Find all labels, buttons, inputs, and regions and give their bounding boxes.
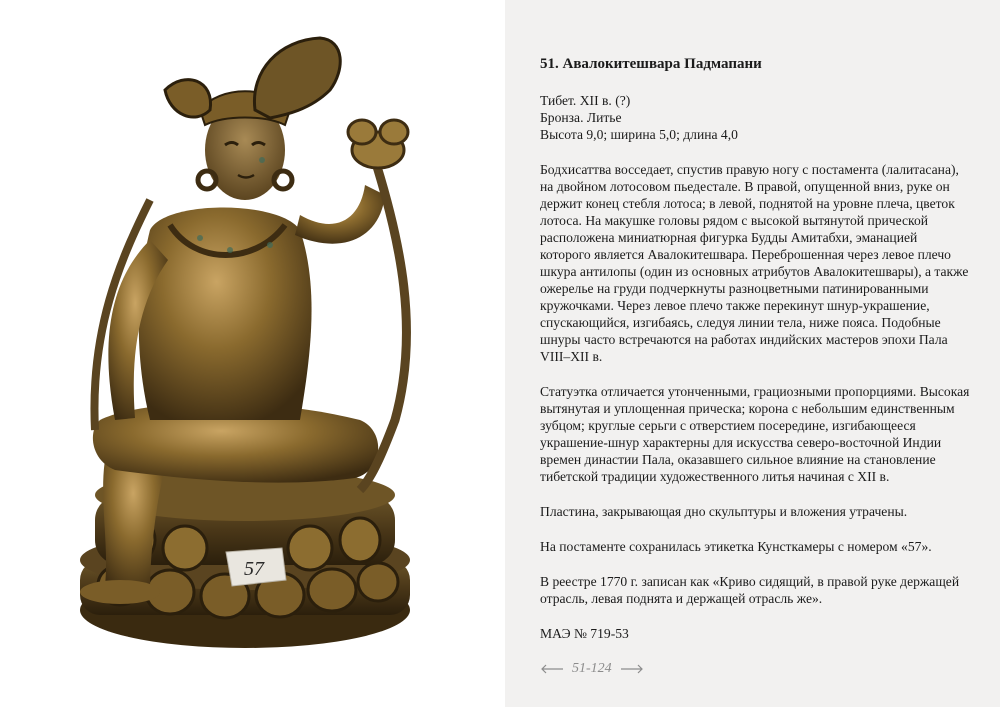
description-paragraph: На постаменте сохранилась этикетка Кунсткамеры с номером «57». <box>540 539 932 554</box>
arrow-left-icon[interactable] <box>540 664 564 674</box>
foot <box>80 580 160 604</box>
crown-ornament-left <box>165 80 211 117</box>
description-pane <box>505 0 1000 707</box>
item-title: 51. Авалокитешвара Падмапани <box>540 56 762 72</box>
page-reference: 51-124 <box>572 661 612 676</box>
kunstkamera-label <box>226 548 286 586</box>
left-arm <box>295 185 385 244</box>
description-paragraph: Пластина, закрывающая дно скульптуры и вложения утрачены. <box>540 504 908 519</box>
inventory-number: МАЭ № 719-53 <box>540 626 629 641</box>
meta-dimensions: Высота 9,0; ширина 5,0; длина 4,0 <box>540 127 738 142</box>
arrow-right-icon[interactable] <box>620 664 644 674</box>
description-paragraph: Бодхисаттва восседает, спустив правую ногу с постамента (лалитасана), на двойном лотосовом пьедестале. В правой, опущенной вниз, руке он держит конец стебля лотоса; в левой, поднятой на уровне плеча, цветок лотоса. На макушке головы рядом с высокой вытянутой прической расположена миниатюрная фигурка Будды Амитабхи, эманацией которого является Авалокитешвара. Переброшенная через левое плечо шкура антилопы (один из основных атрибутов Авалокитешвары), а также ожерелье на груди подчеркнуты разноцветными патинированными кружочками. Через левое плечо также перекинут шнур-украшение, спускающийся, изгибаясь, следуя линии тела, ниже пояса. Подобные шнуры часто встречаются на работах индийских мастеров эпохи Пала VIII–XII в. <box>540 162 969 364</box>
description-paragraph: Статуэтка отличается утонченными, грациозными пропорциями. Высокая вытянутая и уплощенная прическа; корона с небольшим единственным зубцом; круглые серьги с отверстием посередине, изгибающееся украшение-шнур характерны для искусства северо-восточной Индии времен династии Пала, оказавшего сильное влияние на становление тибетской традиции художественного литья начиная с XII в. <box>540 384 970 484</box>
torso <box>139 208 312 421</box>
label-number: 57 <box>244 558 264 580</box>
description-paragraph: В реестре 1770 г. записан как «Криво сидящий, в правой руке держащей отрасль, левая поднята и держащей отрасль же». <box>540 574 960 606</box>
meta-origin: Тибет. XII в. (?) <box>540 93 631 108</box>
item-meta <box>540 92 970 143</box>
page-navigation <box>540 660 970 677</box>
description-content <box>540 54 970 677</box>
meta-material: Бронза. Литье <box>540 110 622 125</box>
hair-topknot <box>254 38 340 118</box>
lotus-flower <box>348 120 408 168</box>
